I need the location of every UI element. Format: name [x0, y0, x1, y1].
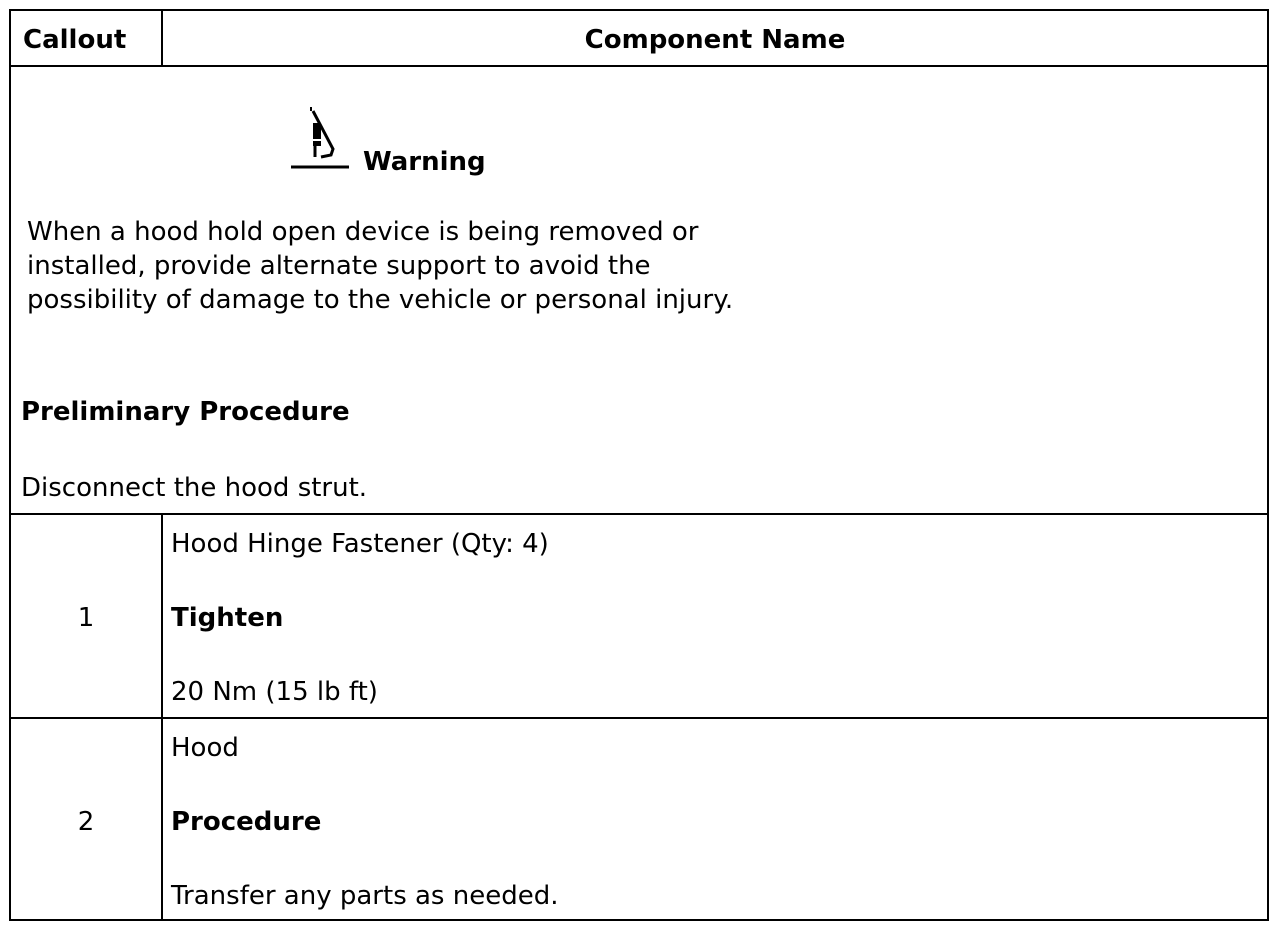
warning-title: Warning	[363, 147, 486, 177]
row-1-action-title: Tighten	[171, 603, 284, 633]
header-callout: Callout	[23, 25, 127, 55]
row-divider-1	[11, 513, 1267, 515]
row-2-action-text: Transfer any parts as needed.	[171, 881, 559, 911]
row-1-component: Hood Hinge Fastener (Qty: 4)	[171, 529, 549, 559]
warning-text: When a hood hold open device is being removed or installed, provide alternate support to avoid the possibility of damage to the vehicle or personal injury.	[27, 217, 734, 315]
preliminary-text: Disconnect the hood strut.	[21, 473, 368, 503]
procedure-table	[9, 9, 1269, 921]
header-component-name: Component Name	[584, 25, 846, 55]
row-1-callout: 1	[77, 603, 95, 633]
row-2-callout: 2	[77, 807, 95, 837]
row-2-action-title: Procedure	[171, 807, 322, 837]
rows-column-divider	[161, 513, 163, 919]
preliminary-title: Preliminary Procedure	[21, 397, 350, 427]
header-divider	[11, 65, 1267, 67]
row-divider-2	[11, 717, 1267, 719]
warning-icon	[291, 107, 351, 169]
row-2-component: Hood	[171, 733, 239, 763]
row-1-action-text: 20 Nm (15 lb ft)	[171, 677, 378, 707]
